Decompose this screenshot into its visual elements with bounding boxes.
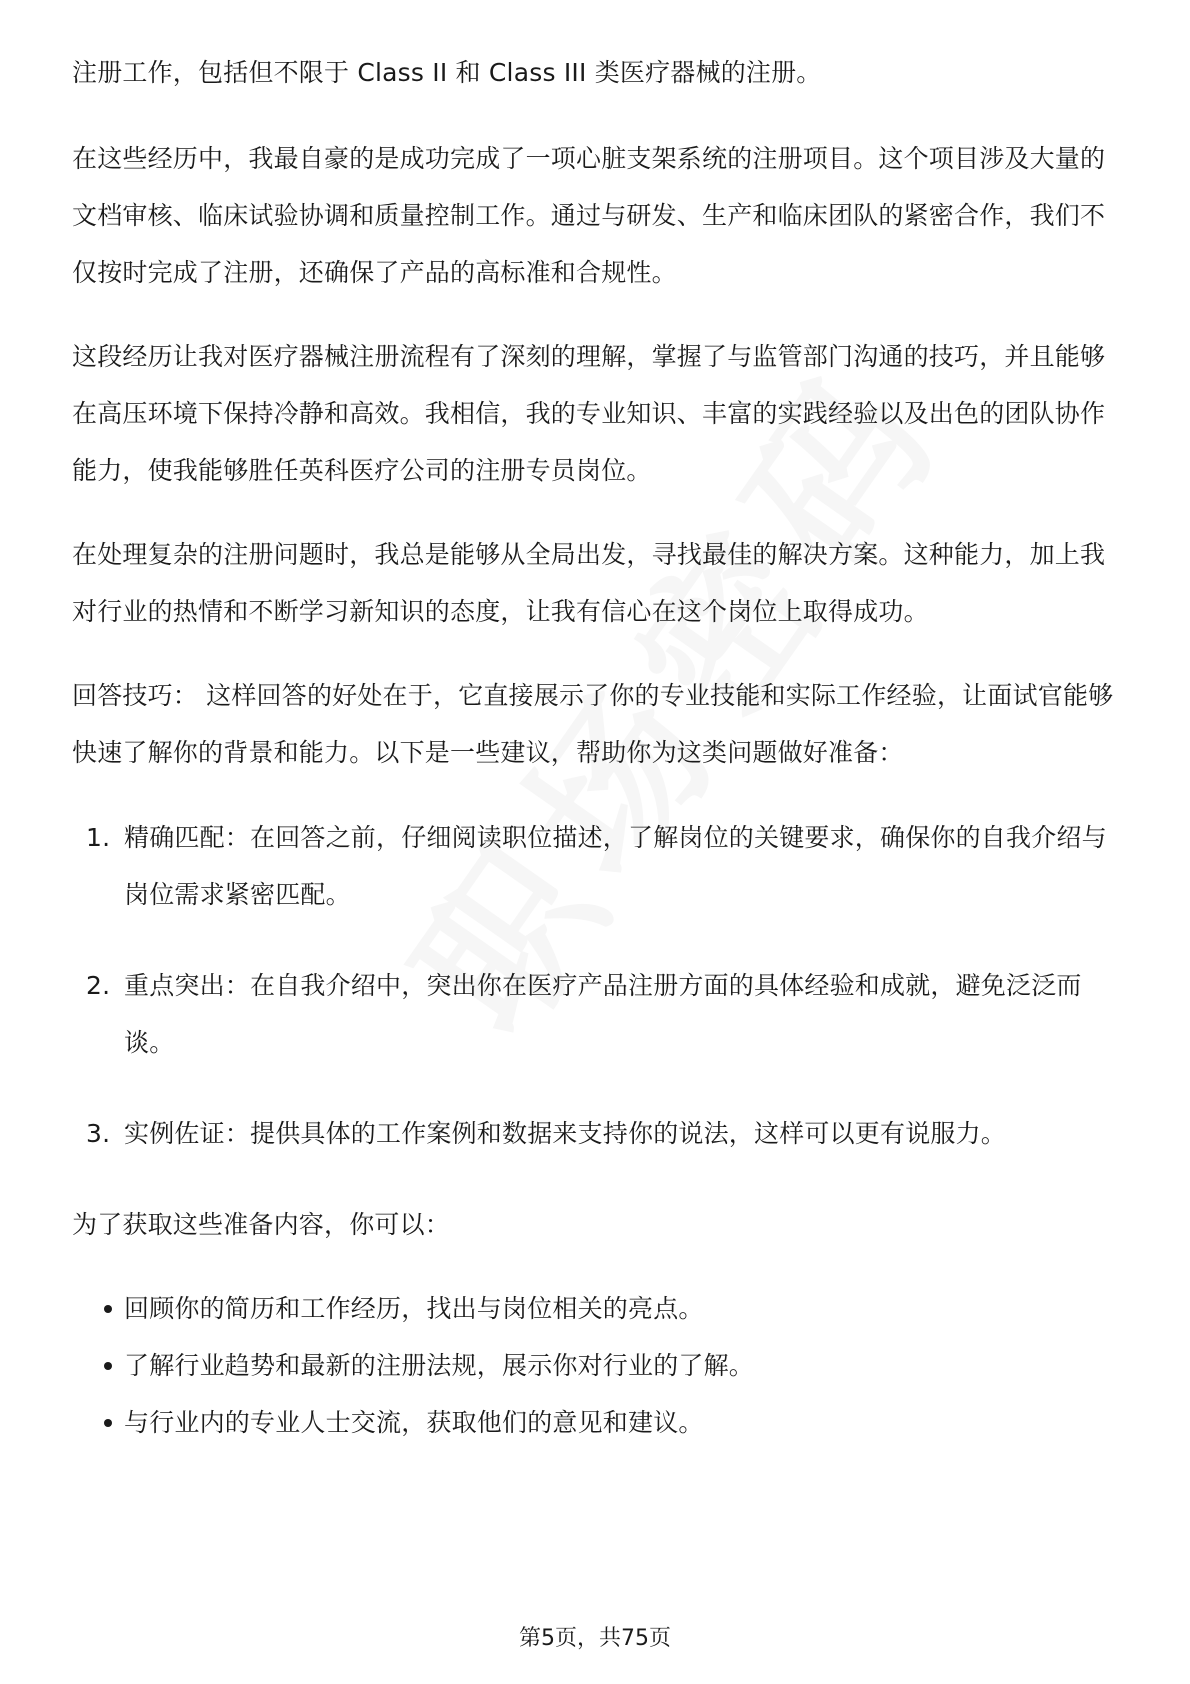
list-item	[72, 1337, 1122, 1394]
paragraph: 在处理复杂的注册问题时，我总是能够从全局出发，寻找最佳的解决方案。这种能力，加上我对行业的热情和不断学习新知识的态度，让我有信心在这个岗位上取得成功。	[72, 540, 1106, 626]
list-number: 3.	[86, 1119, 111, 1148]
list-item-text: 重点突出：在自我介绍中，突出你在医疗产品注册方面的具体经验和成就，避免泛泛而谈。	[124, 971, 1082, 1057]
list-item	[72, 809, 1122, 923]
list-item-text: 实例佐证：提供具体的工作案例和数据来支持你的说法，这样可以更有说服力。	[124, 1119, 1007, 1148]
page-number: 第5页，共75页	[519, 1626, 671, 1651]
list-number: 1.	[86, 823, 111, 852]
list-item	[72, 1105, 1122, 1162]
paragraph: 在这些经历中，我最自豪的是成功完成了一项心脏支架系统的注册项目。这个项目涉及大量的文档审核、临床试验协调和质量控制工作。通过与研发、生产和临床团队的紧密合作，我们不仅按时完成了注册，还确保了产品的高标准和合规性。	[72, 144, 1106, 287]
list-item-text: 了解行业趋势和最新的注册法规，展示你对行业的了解。	[124, 1351, 755, 1380]
list-item-text: 回顾你的简历和工作经历，找出与岗位相关的亮点。	[124, 1294, 704, 1323]
list-item-text: 与行业内的专业人士交流，获取他们的意见和建议。	[124, 1408, 704, 1437]
bullet-icon	[104, 1419, 112, 1427]
prep-intro: 为了获取这些准备内容，你可以：	[72, 1210, 451, 1239]
tips-list	[72, 809, 1122, 1162]
list-item-text: 精确匹配：在回答之前，仔细阅读职位描述，了解岗位的关键要求，确保你的自我介绍与岗位需求紧密匹配。	[124, 823, 1107, 909]
paragraph: 这段经历让我对医疗器械注册流程有了深刻的理解，掌握了与监管部门沟通的技巧，并且能够在高压环境下保持冷静和高效。我相信，我的专业知识、丰富的实践经验以及出色的团队协作能力，使我能够胜任英科医疗公司的注册专员岗位。	[72, 342, 1106, 485]
prep-list	[72, 1280, 1122, 1451]
list-number: 2.	[86, 971, 111, 1000]
paragraph: 注册工作，包括但不限于 Class II 和 Class III 类医疗器械的注册。	[72, 58, 822, 87]
answer-tips-paragraph: 回答技巧： 这样回答的好处在于，它直接展示了你的专业技能和实际工作经验，让面试官能够快速了解你的背景和能力。以下是一些建议，帮助你为这类问题做好准备：	[72, 681, 1114, 767]
list-item	[72, 1280, 1122, 1337]
bullet-icon	[104, 1305, 112, 1313]
list-item	[72, 1394, 1122, 1451]
bullet-icon	[104, 1362, 112, 1370]
document-body	[72, 44, 1122, 1451]
list-item	[72, 957, 1122, 1071]
